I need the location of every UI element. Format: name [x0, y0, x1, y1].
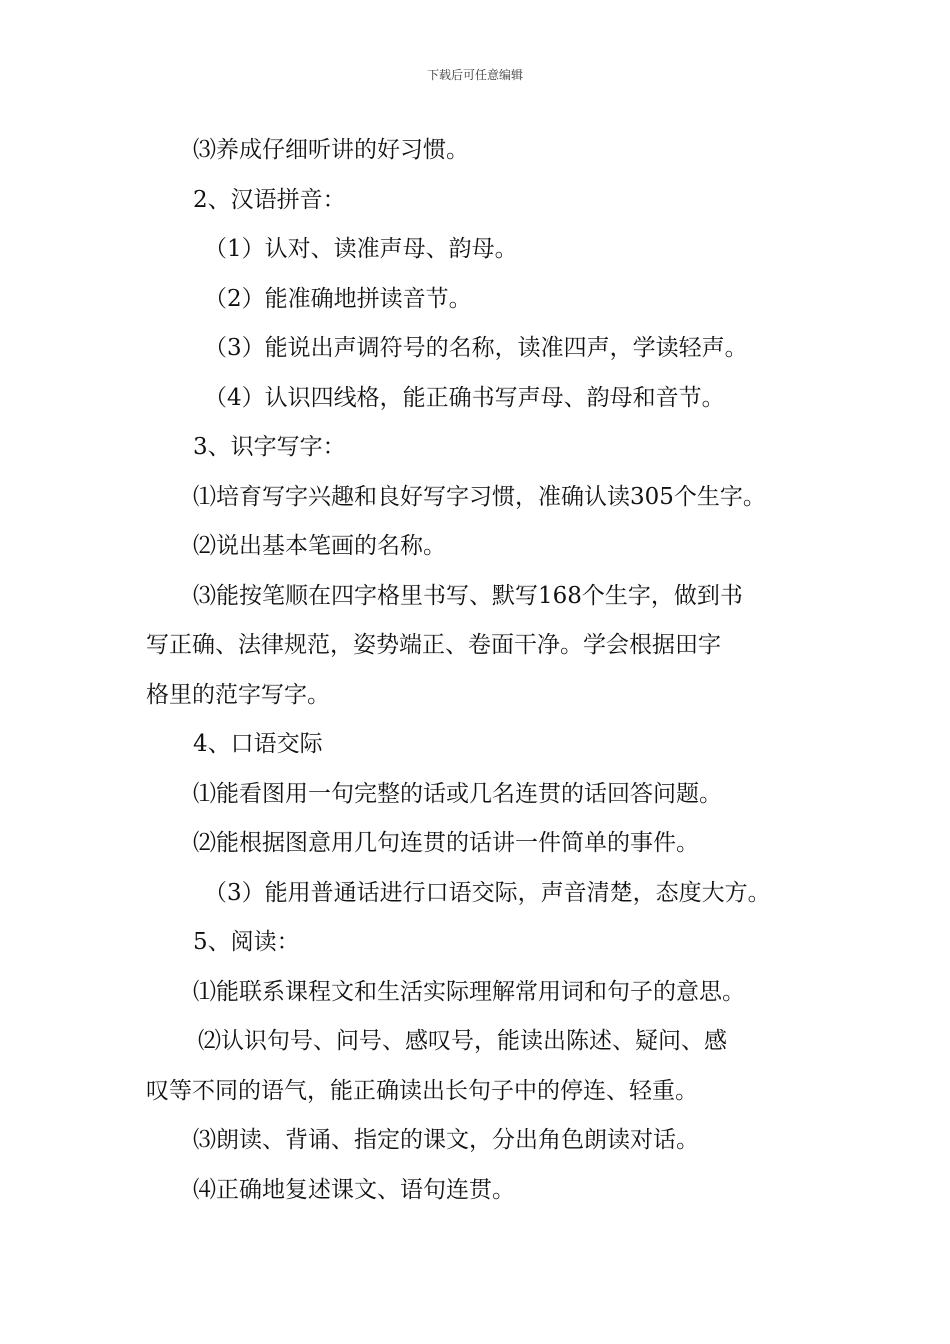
section-heading: 2、汉语拼音： — [193, 186, 346, 213]
paragraph-line: 叹等不同的语气，能正确读出长句子中的停连、轻重。 — [146, 1077, 698, 1104]
paragraph-line: （4）认识四线格，能正确书写声母、韵母和音节。 — [204, 384, 725, 411]
paragraph-line: （1）认对、读准声母、韵母。 — [204, 236, 518, 262]
paragraph-line: ⑴能联系课程文和生活实际理解常用词和句子的意思。 — [193, 978, 745, 1005]
paragraph-line: ⑶朗读、背诵、指定的课文，分出角色朗读对话。 — [193, 1127, 699, 1153]
paragraph-line: ⑶养成仔细听讲的好习惯。 — [193, 137, 469, 163]
paragraph-line: ⑵认识句号、问号、感叹号，能读出陈述、疑问、感 — [198, 1028, 727, 1054]
paragraph-line: ⑵能根据图意用几句连贯的话讲一件简单的事件。 — [193, 830, 699, 856]
paragraph-line: （3）能用普通话进行口语交际，声音清楚，态度大方。 — [204, 879, 771, 906]
page-header: 下载后可任意编辑 — [426, 68, 523, 82]
section-heading: 4、口语交际 — [193, 731, 323, 757]
paragraph-line: ⑴能看图用一句完整的话或几名连贯的话回答问题。 — [193, 780, 722, 807]
paragraph-line: ⑵说出基本笔画的名称。 — [193, 533, 446, 559]
document-body — [146, 126, 826, 1215]
paragraph-line: （2）能准确地拼读音节。 — [204, 285, 472, 312]
paragraph-line: 写正确、法律规范，姿势端正、卷面干净。学会根据田字 — [146, 632, 721, 658]
paragraph-line: ⑷正确地复述课文、语句连贯。 — [193, 1176, 515, 1203]
paragraph-line: ⑴培育写字兴趣和良好写字习惯，准确认读305个生字。 — [193, 483, 766, 510]
paragraph-line: （3）能说出声调符号的名称，读准四声，学读轻声。 — [204, 335, 748, 361]
section-heading: 5、阅读： — [193, 929, 300, 955]
paragraph-line: ⑶能按笔顺在四字格里书写、默写168个生字，做到书 — [193, 582, 743, 609]
paragraph-line: 格里的范字写字。 — [146, 681, 330, 708]
section-heading: 3、识字写字： — [193, 434, 346, 460]
